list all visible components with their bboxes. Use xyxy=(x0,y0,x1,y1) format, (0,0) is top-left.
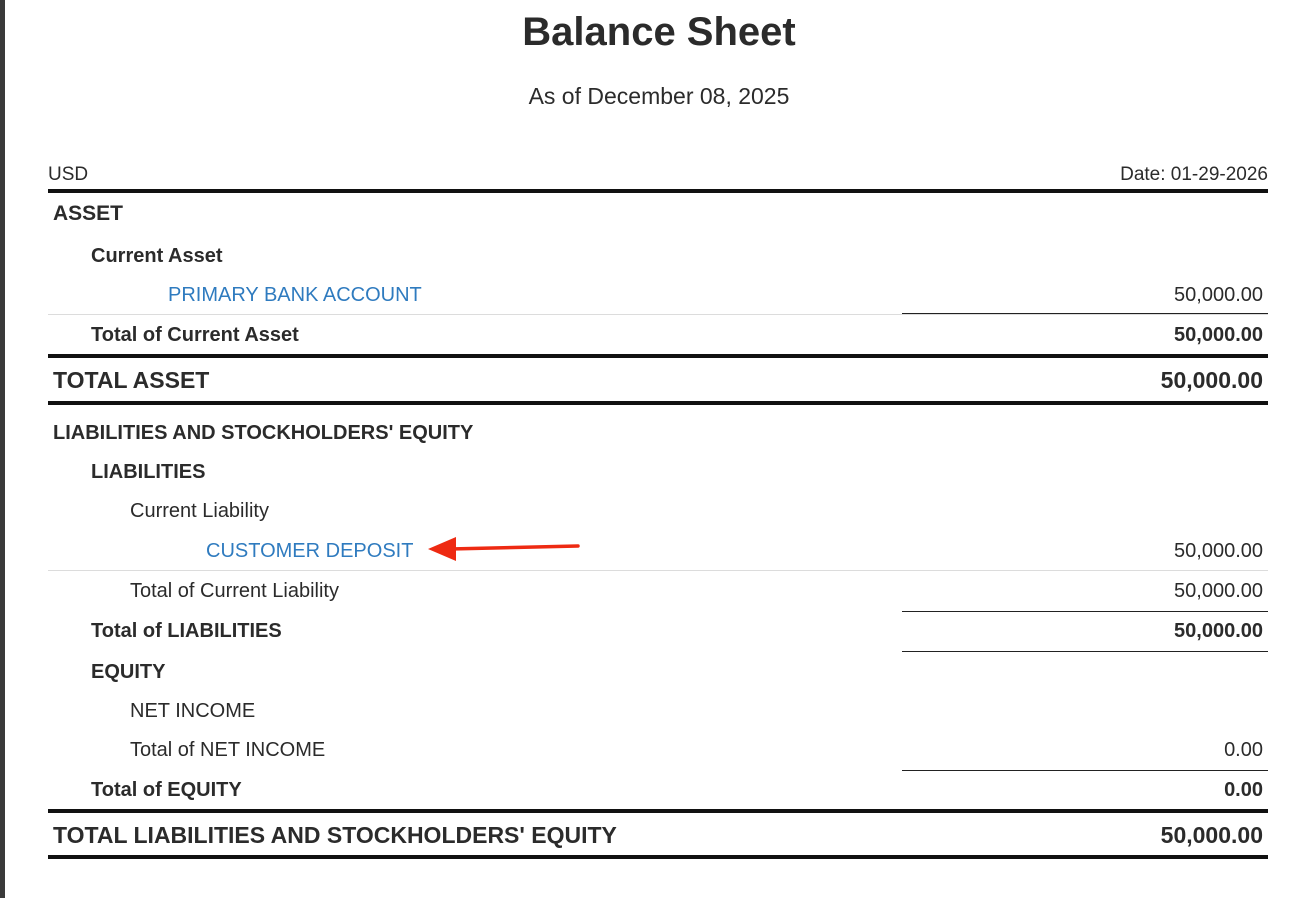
total-label: Total of EQUITY xyxy=(91,779,242,801)
amount-underline xyxy=(902,313,1268,314)
window-edge xyxy=(0,0,5,898)
subgroup-label: Current Liability xyxy=(130,500,269,522)
total-amount: 50,000.00 xyxy=(1174,324,1263,346)
total-amount: 50,000.00 xyxy=(1174,580,1263,602)
total-row-current-liability xyxy=(48,578,1263,604)
group-label: Current Asset xyxy=(91,245,223,267)
subgroup-current-liability xyxy=(48,498,1263,524)
account-link-primary-bank-account[interactable]: PRIMARY BANK ACCOUNT xyxy=(168,284,422,306)
total-row-current-asset xyxy=(48,322,1263,348)
section-divider xyxy=(48,855,1268,859)
subgroup-label: NET INCOME xyxy=(130,700,256,722)
section-divider xyxy=(48,354,1268,358)
account-amount: 50,000.00 xyxy=(1174,540,1263,562)
group-label: LIABILITIES xyxy=(91,461,206,483)
grand-total-amount: 50,000.00 xyxy=(1160,367,1263,393)
account-link-customer-deposit[interactable]: CUSTOMER DEPOSIT xyxy=(206,540,414,562)
group-liabilities xyxy=(48,459,1263,485)
grand-total-label: TOTAL LIABILITIES AND STOCKHOLDERS' EQUITY xyxy=(53,822,617,848)
row-divider xyxy=(48,570,1268,571)
group-current-asset xyxy=(48,243,1263,269)
row-divider xyxy=(48,314,1268,315)
total-row-liabilities xyxy=(48,618,1263,644)
total-amount: 0.00 xyxy=(1224,739,1263,761)
group-equity xyxy=(48,659,1263,685)
account-row-customer-deposit xyxy=(48,538,1263,564)
subgroup-net-income xyxy=(48,698,1263,724)
currency-label: USD xyxy=(48,164,89,185)
grand-total-asset xyxy=(48,367,1263,393)
amount-underline xyxy=(902,651,1268,652)
amount-underline xyxy=(902,611,1268,612)
account-amount: 50,000.00 xyxy=(1174,284,1263,306)
grand-total-label: TOTAL ASSET xyxy=(53,367,210,393)
grand-total-amount: 50,000.00 xyxy=(1160,822,1263,848)
grand-total-liabilities-equity xyxy=(48,822,1263,848)
amount-underline xyxy=(902,770,1268,771)
total-row-net-income xyxy=(48,737,1263,763)
total-amount: 50,000.00 xyxy=(1174,620,1263,642)
account-row-primary-bank xyxy=(48,282,1263,308)
total-label: Total of Current Asset xyxy=(91,324,299,346)
total-label: Total of Current Liability xyxy=(130,580,339,602)
section-divider xyxy=(48,401,1268,405)
section-liabilities-equity xyxy=(48,420,1263,446)
group-label: EQUITY xyxy=(91,661,166,683)
section-asset xyxy=(48,201,1263,227)
section-label: ASSET xyxy=(53,202,124,225)
report-date: Date: 01-29-2026 xyxy=(1120,164,1268,185)
total-row-equity xyxy=(48,777,1263,803)
total-amount: 0.00 xyxy=(1224,779,1263,801)
red-arrow-icon xyxy=(428,536,582,562)
section-divider xyxy=(48,809,1268,813)
report-title: Balance Sheet xyxy=(522,10,796,54)
section-label: LIABILITIES AND STOCKHOLDERS' EQUITY xyxy=(53,422,474,444)
total-label: Total of NET INCOME xyxy=(130,739,326,761)
header-divider xyxy=(48,189,1268,193)
report-subtitle: As of December 08, 2025 xyxy=(528,83,790,109)
total-label: Total of LIABILITIES xyxy=(91,620,282,642)
